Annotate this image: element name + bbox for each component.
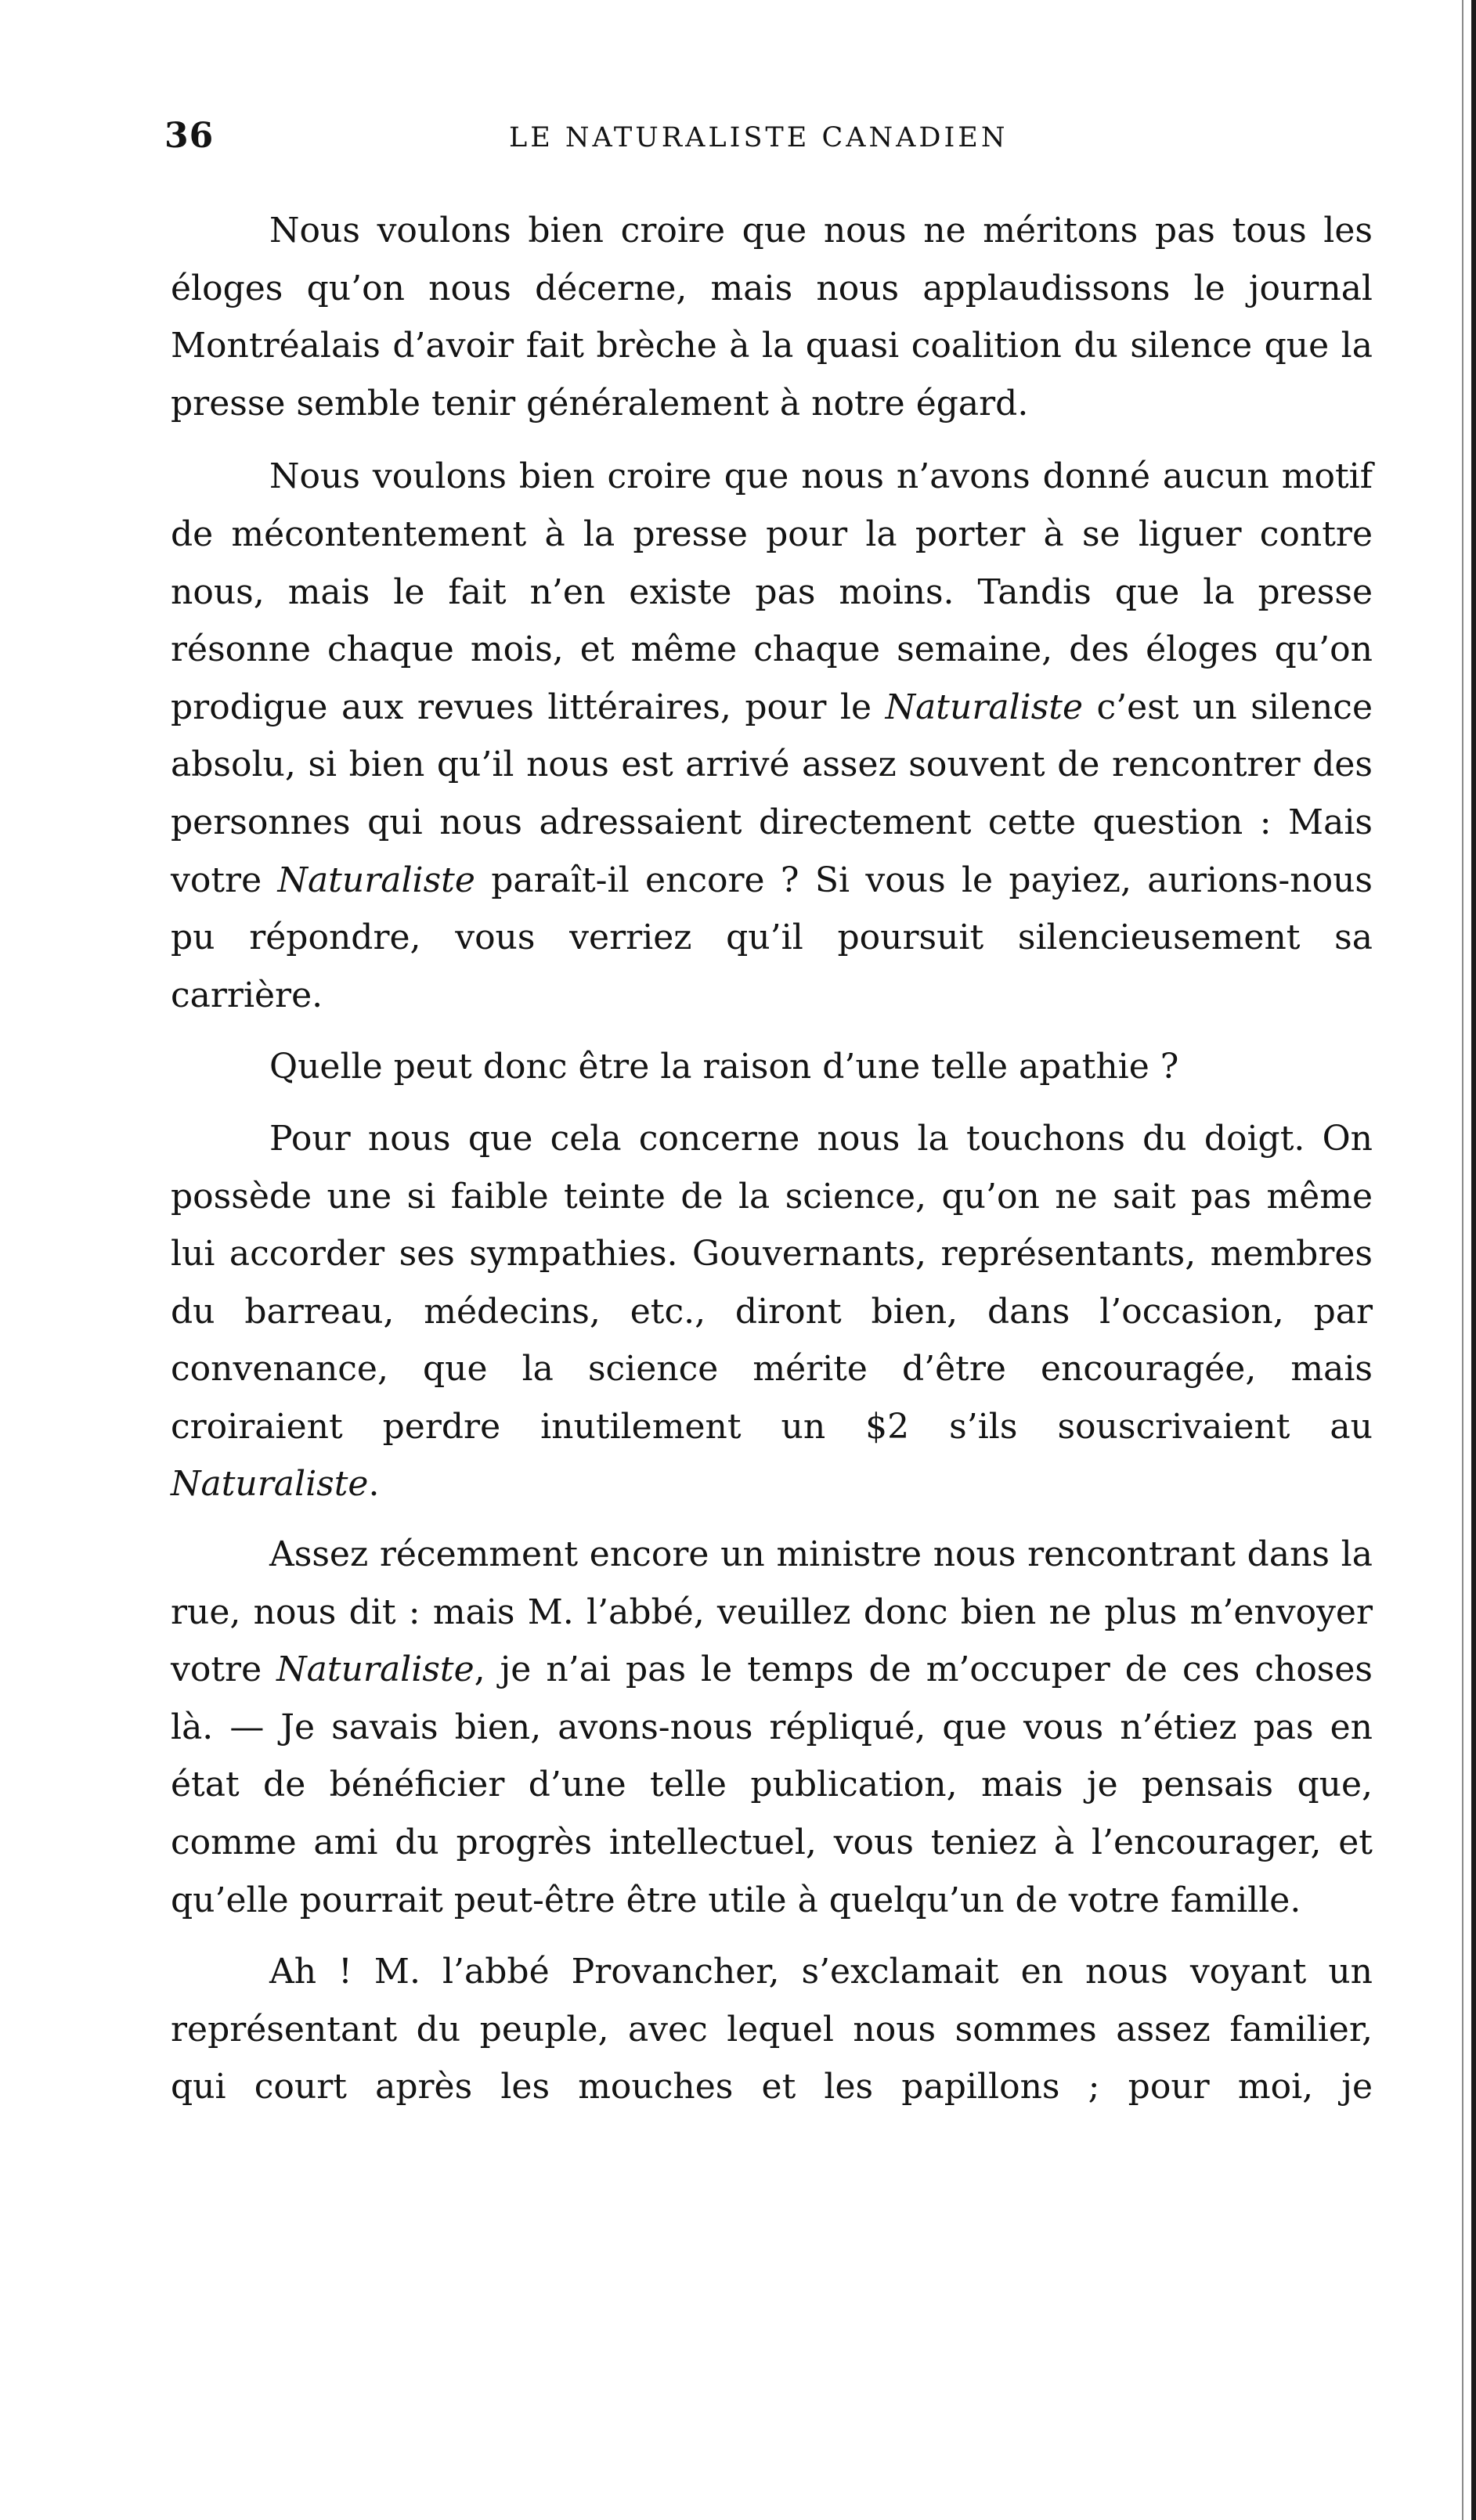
text-segment: . [368, 1464, 380, 1505]
paragraph [171, 1038, 1373, 1096]
page-header [164, 116, 1386, 163]
text-segment: c’est un silence absolu, si bien qu’il nous est arrivé assez souvent de rencontrer des personnes qui nous adressaient directement cette question : Mais votre [171, 687, 1373, 900]
text-segment: Nous voulons bien croire que nous ne méritons pas tous les éloges qu’on nous décerne, mais nous applaudissons le journal Montréalais d’avoir fait brèche à la quasi coalition du silence que la presse semble tenir généralement à notre égard. [171, 211, 1373, 424]
text-segment: Nous voulons bien croire que nous n’avons donné aucun motif de mécontentement à la presse pour la porter à se liguer contre nous, mais le fait n’en existe pas moins. Tandis que la presse résonne chaque mois, et même chaque semaine, des éloges qu’on prodigue aux revues littéraires, pour le [171, 456, 1373, 727]
text-segment: Ah ! M. l’abbé Provancher, s’exclamait en nous voyant un représentant du peuple, avec lequel nous sommes assez familier, qui court après les mouches et les papillons ; pour moi, je [171, 1952, 1373, 2107]
paragraph [171, 1943, 1373, 2116]
text-segment: , je n’ai pas le temps de m’occuper de ces choses là. — Je savais bien, avons-nous répliqué, que vous n’étiez pas en état de bénéficier d’une telle publication, mais je pensais que, comme ami du progrès intellectuel, vous teniez à l’encourager, et qu’elle pourrait peut-être être utile à quelqu’un de votre famille. [171, 1649, 1373, 1920]
journal-title: Naturaliste [276, 1649, 475, 1690]
paragraph [171, 1526, 1373, 1929]
paragraph [171, 448, 1373, 1024]
body-text [171, 202, 1373, 2116]
journal-title: Naturaliste [277, 860, 475, 900]
text-segment: paraît-il encore ? Si vous le payiez, aurions-nous pu répondre, vous verriez qu’il poursuit silencieusement sa carrière. [171, 860, 1373, 1015]
journal-title: Naturaliste [885, 687, 1084, 727]
running-head: LE NATURALISTE CANADIEN [509, 122, 1009, 153]
journal-title: Naturaliste [171, 1464, 369, 1505]
paragraph [171, 1110, 1373, 1513]
text-segment: Assez récemment encore un ministre nous rencontrant dans la rue, nous dit : mais M. l’abbé, veuillez donc bien ne plus m’envoyer votre [171, 1534, 1373, 1690]
text-segment: Quelle peut donc être la raison d’une telle apathie ? [269, 1047, 1179, 1087]
scan-edge-line [1462, 0, 1463, 2520]
page-number: 36 [164, 116, 215, 156]
scan-edge [1471, 0, 1476, 2520]
paragraph [171, 202, 1373, 432]
text-segment: Pour nous que cela concerne nous la touchons du doigt. On possède une si faible teinte de la science, qu’on ne sait pas même lui accorder ses sympathies. Gouvernants, représentants, membres du barreau, médecins, etc., diront bien, dans l’occasion, par convenance, que la science mérite d’être encouragée, mais croiraient perdre inutilement un $2 s’ils souscrivaient au [171, 1118, 1373, 1447]
